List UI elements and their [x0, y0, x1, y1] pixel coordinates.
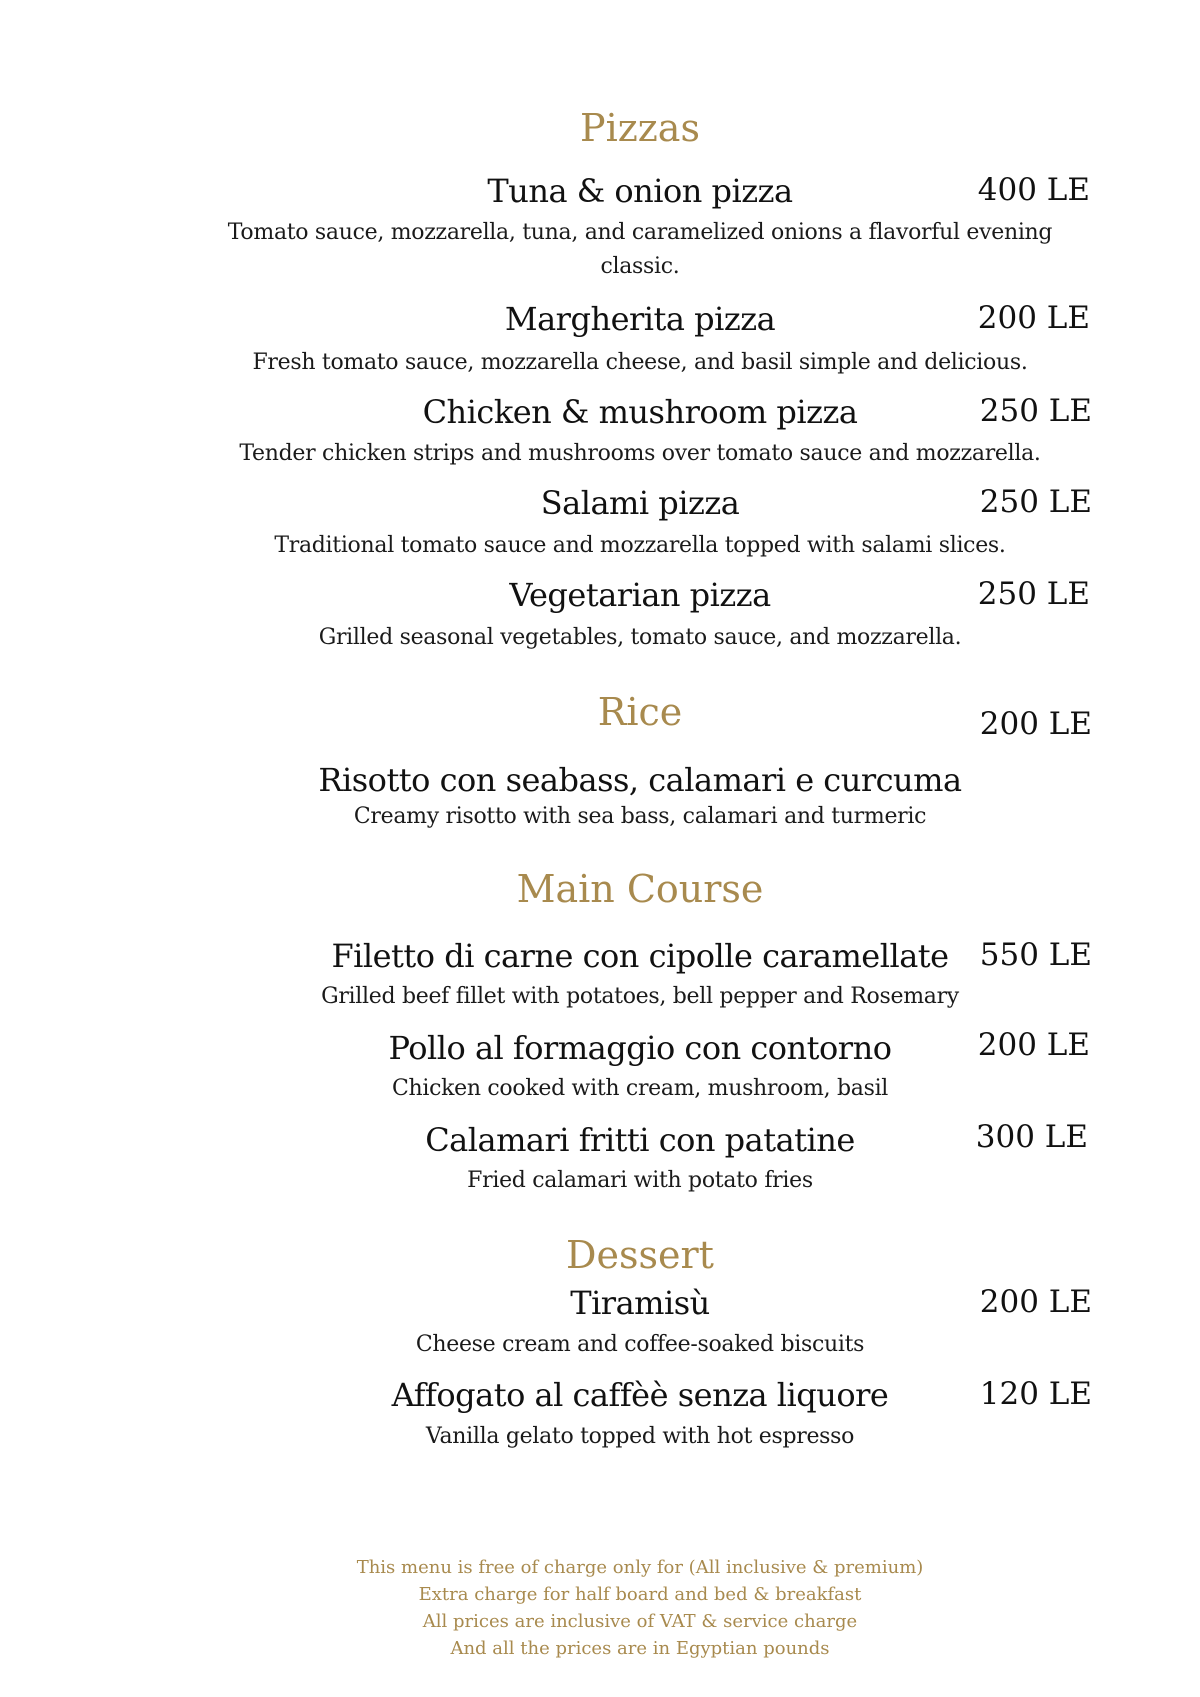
item-name-margherita-pizza: Margherita pizza: [504, 300, 776, 338]
item-name-tuna-onion-pizza: Tuna & onion pizza: [487, 172, 793, 210]
item-desc-affogato: Vanilla gelato topped with hot espresso: [425, 1424, 855, 1449]
item-price-chicken-mushroom-pizza: 250 LE: [979, 393, 1092, 429]
item-price-margherita-pizza: 200 LE: [977, 300, 1090, 336]
section-title-pizzas: Pizzas: [580, 106, 700, 150]
item-desc-salami-pizza: Traditional tomato sauce and mozzarella topped with salami slices.: [274, 533, 1006, 558]
item-price-salami-pizza: 250 LE: [979, 484, 1092, 520]
item-name-filetto-di-carne: Filetto di carne con cipolle caramellate: [331, 937, 949, 975]
item-price-tiramisu: 200 LE: [979, 1284, 1092, 1320]
item-name-salami-pizza: Salami pizza: [540, 484, 740, 522]
item-desc-calamari-fritti: Fried calamari with potato fries: [467, 1168, 813, 1193]
item-name-tiramisu: Tiramisù: [570, 1284, 710, 1322]
item-desc-tiramisu: Cheese cream and coffee-soaked biscuits: [415, 1332, 865, 1357]
item-name-vegetarian-pizza: Vegetarian pizza: [509, 576, 771, 614]
footer-line: Extra charge for half board and bed & breakfast: [418, 1584, 862, 1605]
item-name-chicken-mushroom-pizza: Chicken & mushroom pizza: [422, 393, 858, 431]
item-name-risotto: Risotto con seabass, calamari e curcuma: [318, 761, 962, 799]
section-title-main-course: Main Course: [516, 867, 764, 911]
item-desc-vegetarian-pizza: Grilled seasonal vegetables, tomato sauce, and mozzarella.: [318, 625, 962, 650]
item-name-affogato: Affogato al caffèè senza liquore: [391, 1376, 889, 1414]
footer-notice: [240, 1554, 1040, 1662]
item-desc-chicken-mushroom-pizza: Tender chicken strips and mushrooms over tomato sauce and mozzarella.: [239, 441, 1041, 466]
item-price-risotto: 200 LE: [979, 706, 1092, 742]
footer-line: And all the prices are in Egyptian pounds: [450, 1638, 830, 1659]
item-price-pollo-al-formaggio: 200 LE: [977, 1027, 1090, 1063]
item-desc-filetto-di-carne: Grilled beef fillet with potatoes, bell pepper and Rosemary: [321, 984, 959, 1009]
item-price-calamari-fritti: 300 LE: [975, 1119, 1088, 1155]
item-desc-margherita-pizza: Fresh tomato sauce, mozzarella cheese, and basil simple and delicious.: [252, 350, 1028, 375]
footer-line: This menu is free of charge only for (All inclusive & premium): [356, 1557, 924, 1578]
item-price-vegetarian-pizza: 250 LE: [977, 576, 1090, 612]
item-price-tuna-onion-pizza: 400 LE: [977, 172, 1090, 208]
section-title-dessert: Dessert: [566, 1233, 714, 1277]
item-name-pollo-al-formaggio: Pollo al formaggio con contorno: [388, 1029, 892, 1067]
item-name-calamari-fritti: Calamari fritti con patatine: [425, 1121, 855, 1159]
item-desc-pollo-al-formaggio: Chicken cooked with cream, mushroom, basil: [391, 1076, 889, 1101]
item-price-affogato: 120 LE: [979, 1376, 1092, 1412]
footer-line: All prices are inclusive of VAT & service charge: [422, 1611, 858, 1632]
item-price-filetto-di-carne: 550 LE: [979, 937, 1092, 973]
section-title-rice: Rice: [597, 690, 683, 734]
item-desc-tuna-onion-pizza: Tomato sauce, mozzarella, tuna, and caramelized onions a flavorful evening classic.: [227, 220, 1053, 279]
item-desc-risotto: Creamy risotto with sea bass, calamari and turmeric: [353, 804, 927, 829]
